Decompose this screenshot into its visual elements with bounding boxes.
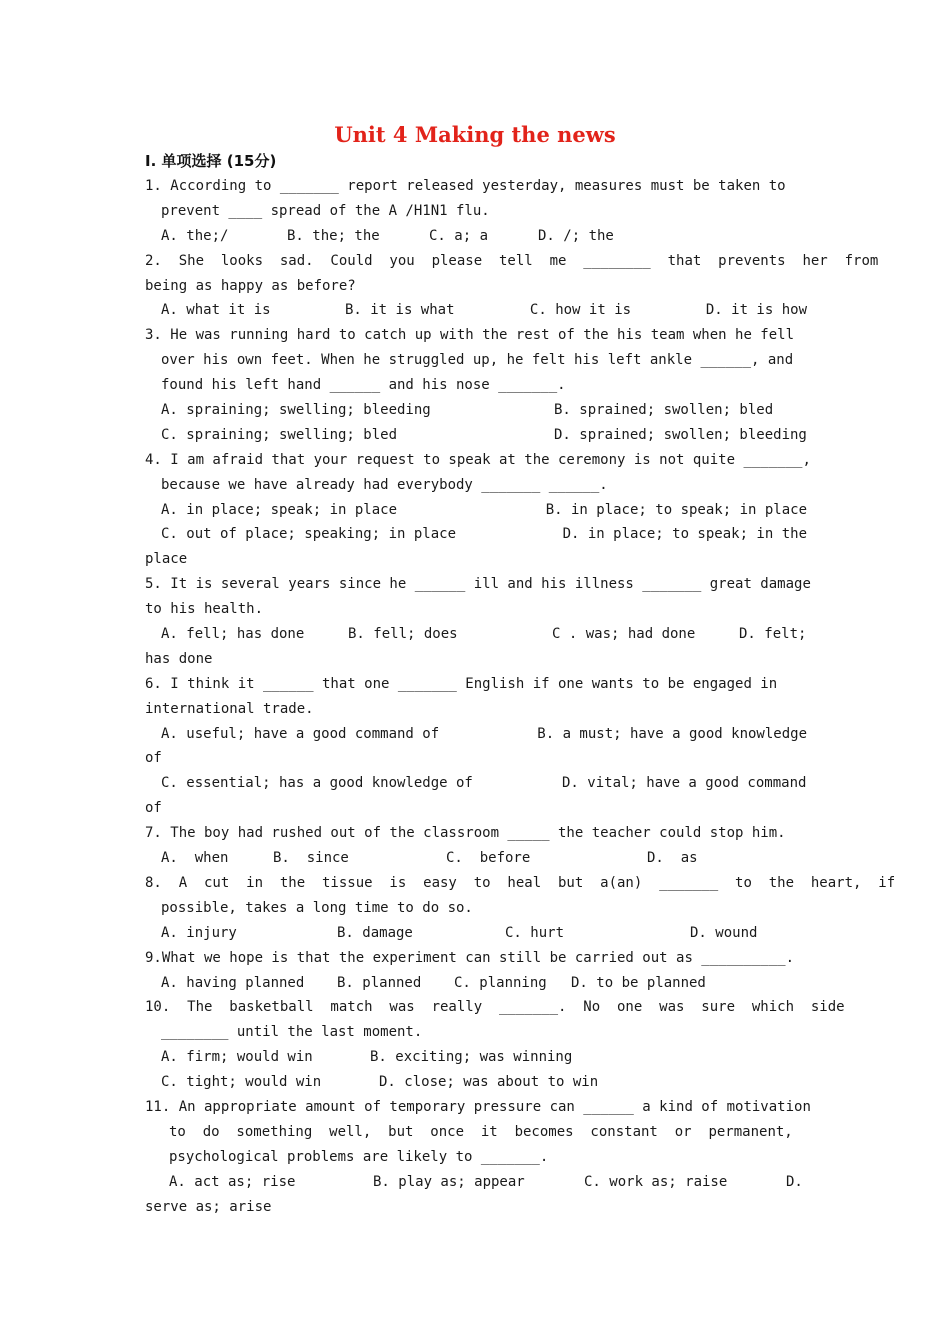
q9-option-d: D. to be planned [571, 974, 706, 991]
q6-options-row-2 [145, 771, 807, 796]
q5-options [145, 622, 807, 647]
q5-option-d: D. felt; [739, 626, 807, 643]
q1-stem-line-2: prevent ____ spread of the A /H1N1 flu. [161, 202, 490, 219]
q4-stem-line-1: 4. I am afraid that your request to speak at the ceremony is not quite _______, [145, 451, 811, 468]
q6-option-d: D. vital; have a good command [562, 775, 807, 792]
q9-options [145, 971, 807, 996]
q3-stem-line-3: found his left hand ______ and his nose _______. [161, 377, 566, 394]
q1-options [145, 224, 807, 249]
q2-stem-line-1: 2. She looks sad. Could you please tell me ________ that prevents her from [145, 252, 879, 269]
q9-option-a: A. having planned [161, 974, 305, 991]
q3-option-b: B. sprained; swollen; bled [554, 402, 774, 419]
q2-option-b: B. it is what [344, 302, 455, 319]
q5-option-b: B. fell; does [348, 626, 458, 643]
q1-stem-line-1: 1. According to _______ report released yesterday, measures must be taken to [145, 178, 786, 194]
q9-option-c: C. planning [454, 974, 547, 991]
q3-option-a: A. spraining; swelling; bleeding [161, 402, 431, 419]
q8-option-b: B. damage [337, 924, 413, 941]
q8-option-c: C. hurt [505, 924, 565, 941]
q4-options-row-1 [145, 498, 807, 523]
q4-option-b: B. in place; to speak; in place [545, 501, 807, 518]
q5-stem-line-2: to his health. [145, 601, 264, 618]
q3-options-row-1 [145, 398, 807, 423]
q11-option-d-continued: serve as; arise [145, 1198, 272, 1215]
q4-stem-line-2: because we have already had everybody _______ ______. [161, 476, 608, 493]
q3-options-row-2 [145, 423, 807, 448]
q6-stem-line-1: 6. I think it ______ that one _______ English if one wants to be engaged in [145, 675, 778, 692]
q3-option-c: C. spraining; swelling; bled [161, 426, 398, 443]
q6-option-b: B. a must; have a good knowledge [537, 725, 807, 742]
q6-options-row-1 [145, 722, 807, 747]
q4-option-d: D. in place; to speak; in the [562, 526, 807, 543]
q1-option-a: A. the;/ [161, 227, 229, 244]
q10-stem-line-1: 10. The basketball match was really _______. No one was sure which side [145, 999, 845, 1016]
q1-option-d: D. /; the [538, 227, 614, 244]
q2-stem-line-2: being as happy as before? [145, 277, 356, 294]
q7-option-b: B. since [273, 850, 349, 867]
q3-stem-line-1: 3. He was running hard to catch up with the rest of the his team when he fell [145, 327, 795, 344]
q10-options-row-2 [145, 1070, 807, 1095]
q7-stem-line-1: 7. The boy had rushed out of the classroom _____ the teacher could stop him. [145, 825, 786, 842]
q11-option-a: A. act as; rise [169, 1173, 296, 1190]
q11-stem-line-2: to do something well, but once it becomes constant or permanent, [169, 1123, 793, 1140]
q5-option-c: C . was; had done [552, 626, 696, 643]
q7-options [145, 846, 807, 871]
q9-option-b: B. planned [337, 974, 422, 991]
q10-option-a: A. firm; would win [161, 1049, 313, 1066]
q6-option-c: C. essential; has a good knowledge of [161, 775, 473, 792]
q8-option-a: A. injury [161, 924, 237, 941]
q7-option-a: A. when [161, 850, 229, 867]
q7-option-d: D. as [647, 850, 698, 867]
section-heading: I. 单项选择 (15分) [145, 152, 277, 170]
q10-options-row-1 [145, 1045, 807, 1070]
q6-option-a: A. useful; have a good command of [161, 725, 440, 742]
q10-option-d: D. close; was about to win [379, 1074, 599, 1091]
q6-stem-line-2: international trade. [145, 700, 314, 717]
q11-options [145, 1170, 807, 1195]
q2-option-d: D. it is how [705, 302, 808, 319]
q5-stem-line-1: 5. It is several years since he ______ ill and his illness _______ great damage [145, 576, 811, 593]
q6-option-d-continued: of [145, 800, 162, 817]
q10-option-c: C. tight; would win [161, 1074, 322, 1091]
q4-option-c: C. out of place; speaking; in place [161, 526, 457, 543]
q10-stem-line-2: ________ until the last moment. [161, 1024, 423, 1041]
q11-option-c: C. work as; raise [584, 1173, 728, 1190]
q4-option-d-continued: place [145, 551, 188, 568]
q8-stem-line-2: possible, takes a long time to do so. [161, 899, 473, 916]
q2-options [145, 298, 807, 323]
q11-stem-line-1: 11. An appropriate amount of temporary pressure can ______ a kind of motivation [145, 1098, 811, 1115]
q2-option-c: C. how it is [529, 302, 632, 319]
q1-option-b: B. the; the [287, 227, 380, 244]
q5-option-a: A. fell; has done [161, 626, 305, 643]
q9-stem-line-1: 9.What we hope is that the experiment can still be carried out as __________. [145, 949, 795, 966]
q3-option-d: D. sprained; swollen; bleeding [554, 426, 807, 443]
q11-option-b: B. play as; appear [373, 1173, 525, 1190]
q5-option-d-continued: has done [145, 650, 213, 667]
q11-stem-line-3: psychological problems are likely to _______. [169, 1148, 549, 1165]
q11-option-d: D. [786, 1173, 803, 1190]
q2-option-a: A. what it is [161, 302, 271, 319]
q3-stem-line-2: over his own feet. When he struggled up, he felt his left ankle ______, and [161, 352, 794, 369]
q8-stem-line-1: 8. A cut in the tissue is easy to heal but a(an) _______ to the heart, if [145, 874, 896, 891]
q6-option-b-continued: of [145, 750, 162, 767]
q1-option-c: C. a; a [429, 227, 489, 244]
q10-option-b: B. exciting; was winning [370, 1049, 573, 1066]
q7-option-c: C. before [446, 850, 531, 867]
q4-option-a: A. in place; speak; in place [161, 501, 398, 518]
page-title: Unit 4 Making the news [334, 122, 616, 147]
q8-option-d: D. wound [690, 924, 758, 941]
question-list [145, 174, 896, 1219]
q8-options [145, 921, 807, 946]
q4-options-row-2 [145, 522, 807, 547]
